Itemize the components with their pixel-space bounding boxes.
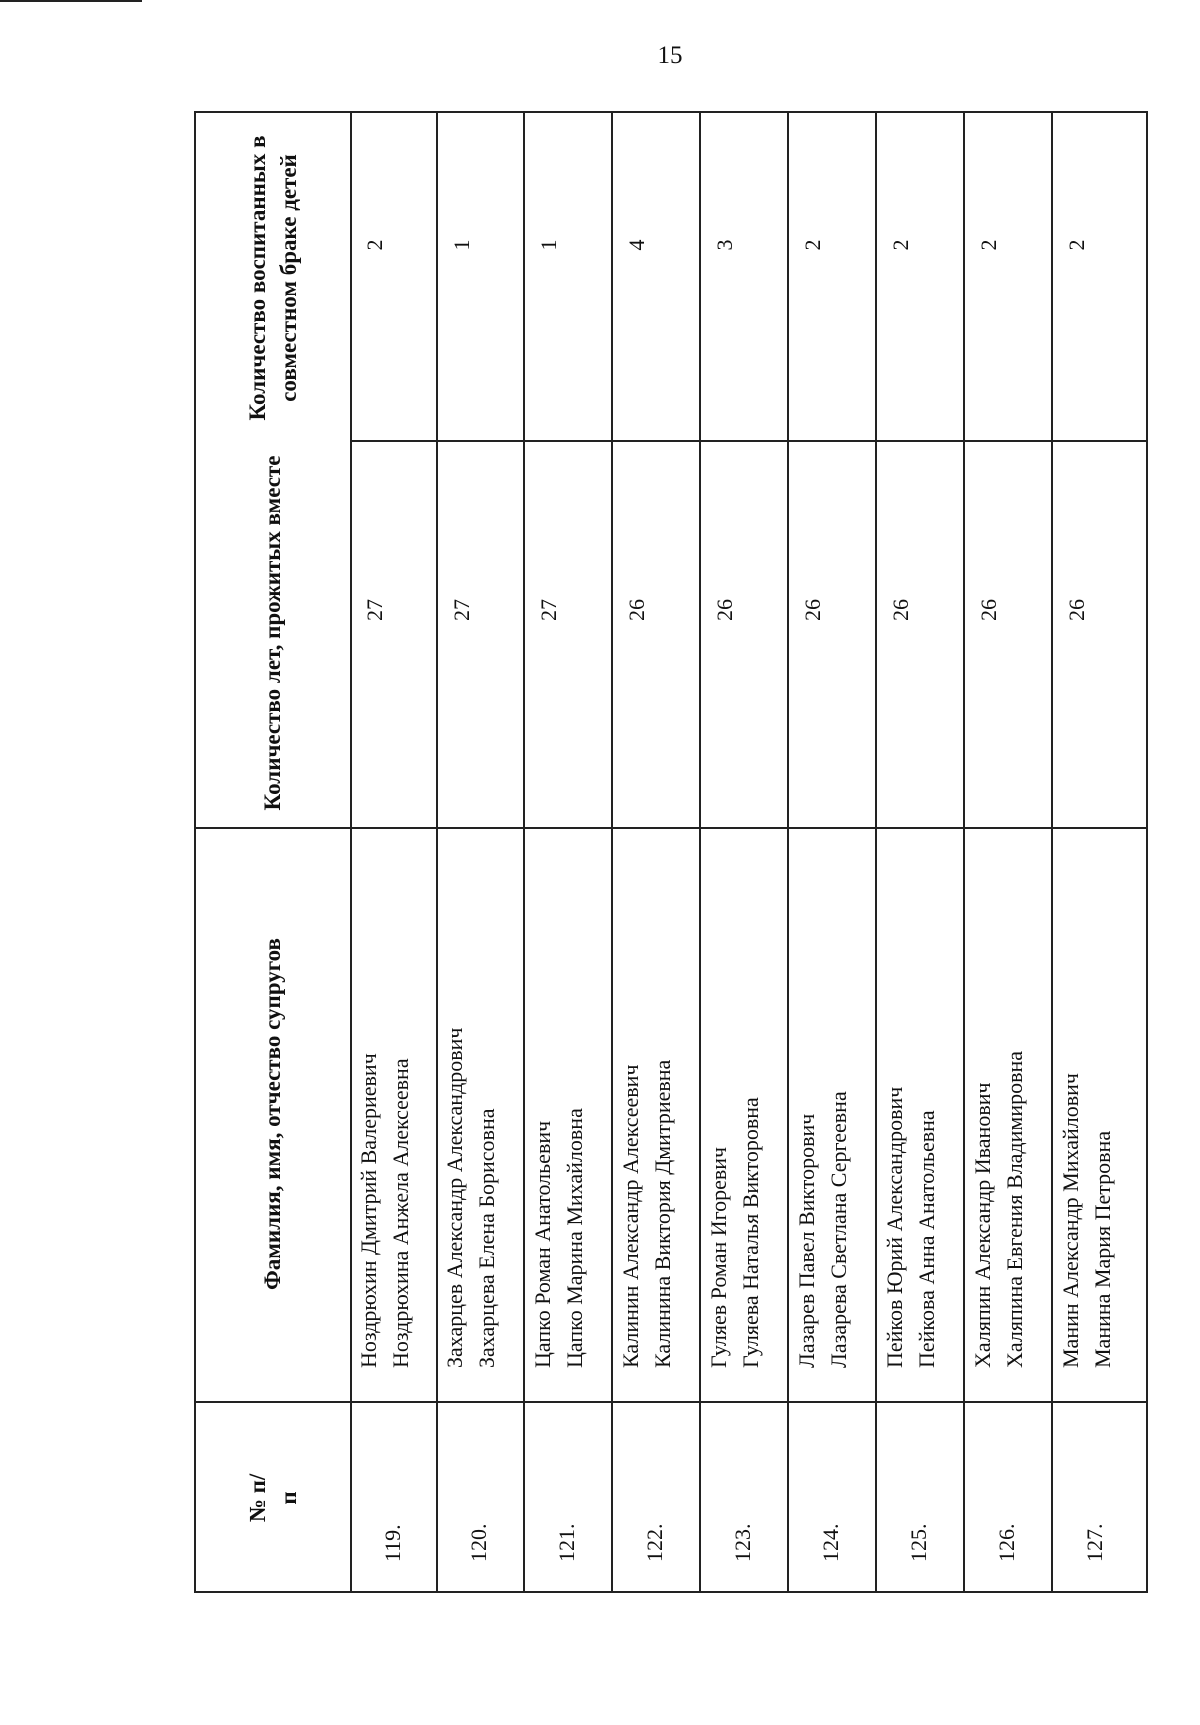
- husband-name: Калинин Александр Алексеевич: [618, 1064, 643, 1368]
- children-value: 4: [624, 239, 649, 251]
- column-divider: [196, 1401, 1146, 1403]
- row-number: 127.: [1082, 1523, 1108, 1562]
- children-value: 2: [1064, 239, 1089, 251]
- children-value: 2: [976, 239, 1001, 251]
- years-value: 27: [449, 599, 474, 621]
- row-number: 123.: [730, 1523, 756, 1562]
- spouse-names: [703, 844, 783, 1384]
- wife-name: Пейкова Анна Анатольевна: [913, 1110, 939, 1368]
- row-divider: [699, 113, 701, 1591]
- row-divider: [1051, 113, 1053, 1591]
- children-value: 2: [888, 239, 913, 251]
- children-value: 1: [449, 239, 474, 251]
- row-number: 126.: [994, 1523, 1020, 1562]
- spouse-names: [353, 844, 433, 1384]
- row-divider: [611, 113, 613, 1591]
- wife-name: Захарцева Елена Борисовна: [473, 1108, 499, 1368]
- husband-name: Захарцев Александр Александрович: [442, 1027, 467, 1368]
- years-value: 26: [888, 599, 913, 621]
- row-divider: [787, 113, 789, 1591]
- children-value: 2: [362, 239, 387, 251]
- years-value: 26: [800, 599, 825, 621]
- children-value: 3: [712, 239, 737, 251]
- header-num: № п/п: [244, 1473, 301, 1523]
- page-number: 15: [657, 42, 683, 69]
- spouse-names: [615, 844, 695, 1384]
- years-value: 26: [976, 599, 1001, 621]
- row-divider: [875, 113, 877, 1591]
- corner-mark: [0, 0, 142, 2]
- children-value: 1: [536, 239, 561, 251]
- husband-name: Халяпин Александр Иванович: [970, 1082, 995, 1368]
- wife-name: Халяпина Евгения Владимировна: [1001, 1050, 1027, 1368]
- row-divider: [523, 113, 525, 1591]
- row-divider: [963, 113, 965, 1591]
- wife-name: Манина Мария Петровна: [1089, 1130, 1115, 1368]
- row-number: 120.: [466, 1523, 492, 1562]
- row-divider: [436, 113, 438, 1591]
- husband-name: Цапко Роман Анатольевич: [530, 1120, 555, 1368]
- column-divider: [350, 440, 1146, 442]
- row-number: 125.: [906, 1523, 932, 1562]
- row-number: 121.: [554, 1523, 580, 1562]
- spouse-names: [439, 844, 519, 1384]
- spouse-names: [967, 844, 1047, 1384]
- spouses-table: [194, 111, 1148, 1593]
- row-number: 119.: [380, 1524, 406, 1562]
- wife-name: Ноздрюхина Анжела Алексеевна: [387, 1058, 413, 1368]
- husband-name: Манин Александр Михайлович: [1058, 1073, 1083, 1368]
- header-years: Количество лет, прожитых вместе: [260, 455, 286, 811]
- row-number: 124.: [818, 1523, 844, 1562]
- spouse-names: [791, 844, 871, 1384]
- spouse-names: [1055, 844, 1135, 1384]
- years-value: 26: [712, 599, 737, 621]
- wife-name: Цапко Марина Михайловна: [561, 1108, 587, 1368]
- header-names: Фамилия, имя, отчество супругов: [260, 938, 286, 1290]
- years-value: 27: [536, 599, 561, 621]
- years-value: 26: [1064, 599, 1089, 621]
- husband-name: Ноздрюхин Дмитрий Валериевич: [356, 1053, 381, 1368]
- wife-name: Лазарева Светлана Сергеевна: [825, 1091, 851, 1368]
- years-value: 26: [624, 599, 649, 621]
- wife-name: Калинина Виктория Дмитриевна: [649, 1059, 675, 1368]
- wife-name: Гуляева Наталья Викторовна: [737, 1097, 763, 1368]
- header-children: Количество воспитанных в совместном браке детей: [244, 135, 301, 421]
- row-number: 122.: [642, 1523, 668, 1562]
- row-divider: [350, 113, 352, 1591]
- spouse-names: [879, 844, 959, 1384]
- husband-name: Лазарев Павел Викторович: [794, 1113, 819, 1368]
- husband-name: Пейков Юрий Александрович: [882, 1086, 907, 1368]
- years-value: 27: [362, 599, 387, 621]
- spouse-names: [527, 844, 607, 1384]
- column-divider: [196, 827, 1146, 829]
- children-value: 2: [800, 239, 825, 251]
- husband-name: Гуляев Роман Игоревич: [706, 1146, 731, 1368]
